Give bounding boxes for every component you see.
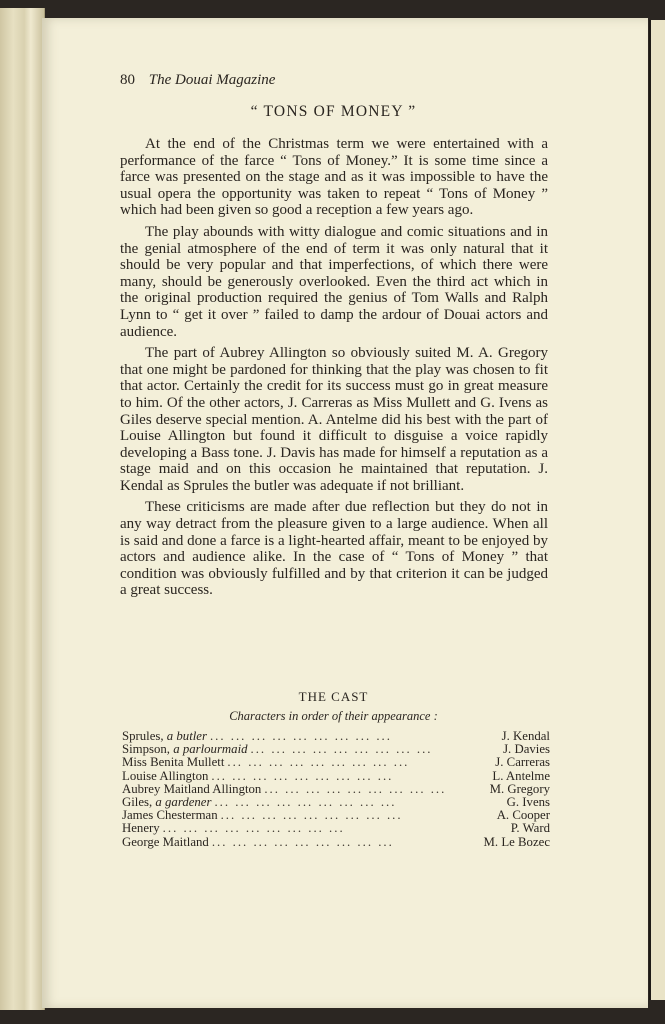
leader-dots: ... ... ... ... ... ... ... ... ...: [162, 822, 345, 836]
actor-name: P. Ward: [510, 821, 550, 836]
character-name: Giles,: [122, 795, 153, 810]
character-description: a parlourmaid: [173, 742, 248, 757]
character: [122, 836, 209, 849]
paragraph: At the end of the Christmas term we were entertained with a performance of the farce “ Tons of Money.” It is some time since a farce was presented on the stage and as it was impossible to have the usual opera the opportunity was taken to repeat “ Tons of Money ” which had been given so good a reception a few years ago.: [120, 136, 548, 219]
article-body: [120, 136, 548, 604]
actor-name: L. Antelme: [492, 768, 550, 783]
paragraph: These criticisms are made after due reflection but they do not in any way detract from the pleasure given to a large audience. When all is said and done a farce is a light-hearted affair, meant to be enjoyed by actors and audience alike. In the case of “ Tons of Money ” that condition was obviously fulfilled and by that criterion it can be judged a great success.: [120, 499, 548, 599]
leader-dots: ... ... ... ... ... ... ... ... ...: [211, 835, 394, 849]
cast-heading: THE CAST: [298, 689, 369, 704]
paragraph: The part of Aubrey Allington so obviously suited M. A. Gregory that one might be pardoned for thinking that the play was chosen to fit that actor. Certainly the credit for its success must go in great measure to him. Of the other actors, J. Carreras as Miss Mullett and G. Ivens as Giles deserve special mention. A. Antelme did his best with the part of Louise Allington but found it difficult to disguise a voice rapidly developing a Bass tone. J. Davis has made for himself a reputation as a stage maid and on this occasion he maintained that reputation. J. Kendal as Sprules the butler was adequate if not brilliant.: [120, 345, 548, 494]
actor-name: M. Gregory: [489, 781, 550, 796]
actor-name: A. Cooper: [496, 808, 550, 823]
actor-name: J. Carreras: [495, 755, 550, 770]
cast-list: [122, 730, 550, 849]
character-name: Simpson,: [122, 742, 171, 757]
leader-dots: ... ... ... ... ... ... ... ... ...: [209, 730, 392, 743]
character-name: Sprules,: [122, 729, 164, 743]
cast-subheading: Characters in order of their appearance :: [229, 709, 438, 723]
character-name: Henery: [122, 821, 160, 836]
leader-dots: ... ... ... ... ... ... ... ... ...: [220, 809, 403, 823]
actor-name: J. Kendal: [501, 729, 550, 743]
magazine-title: The Douai Magazine: [148, 72, 276, 88]
character-description: a gardener: [155, 795, 212, 810]
paragraph: The play abounds with witty dialogue and comic situations and in the genial atmosphere of the end of term it was only natural that it should be very popular and that imperfections, of which there were many, should be generously overlooked. Even the third act which in the original production required the genius of Tom Walls and Ralph Lynn to “ get it over ” failed to damp the ardour of Douai actors and audience.: [120, 223, 548, 340]
character-name: Miss Benita Mullett: [122, 755, 225, 770]
page-number: 80: [120, 72, 135, 88]
cast-row: [122, 809, 550, 822]
book-page-edges: [0, 8, 45, 1010]
character-name: George Maitland: [122, 834, 209, 849]
actor-name: J. Davies: [503, 742, 550, 757]
leader-dots: ... ... ... ... ... ... ... ... ...: [264, 782, 447, 796]
book-right-edge: [649, 20, 665, 1000]
leader-dots: ... ... ... ... ... ... ... ... ...: [227, 756, 410, 770]
running-head: [120, 72, 275, 89]
character-name: James Chesterman: [122, 808, 218, 823]
leader-dots: ... ... ... ... ... ... ... ... ...: [211, 769, 394, 783]
character-name: Aubrey Maitland Allington: [122, 781, 262, 796]
character-name: Louise Allington: [122, 768, 209, 783]
article-title: “ TONS OF MONEY ”: [250, 103, 417, 120]
character-description: a butler: [166, 729, 207, 743]
leader-dots: ... ... ... ... ... ... ... ... ...: [214, 796, 397, 810]
leader-dots: ... ... ... ... ... ... ... ... ...: [250, 743, 433, 757]
cast-row: [122, 836, 550, 849]
actor-name: G. Ivens: [506, 795, 550, 810]
actor-name: M. Le Bozec: [483, 834, 550, 849]
